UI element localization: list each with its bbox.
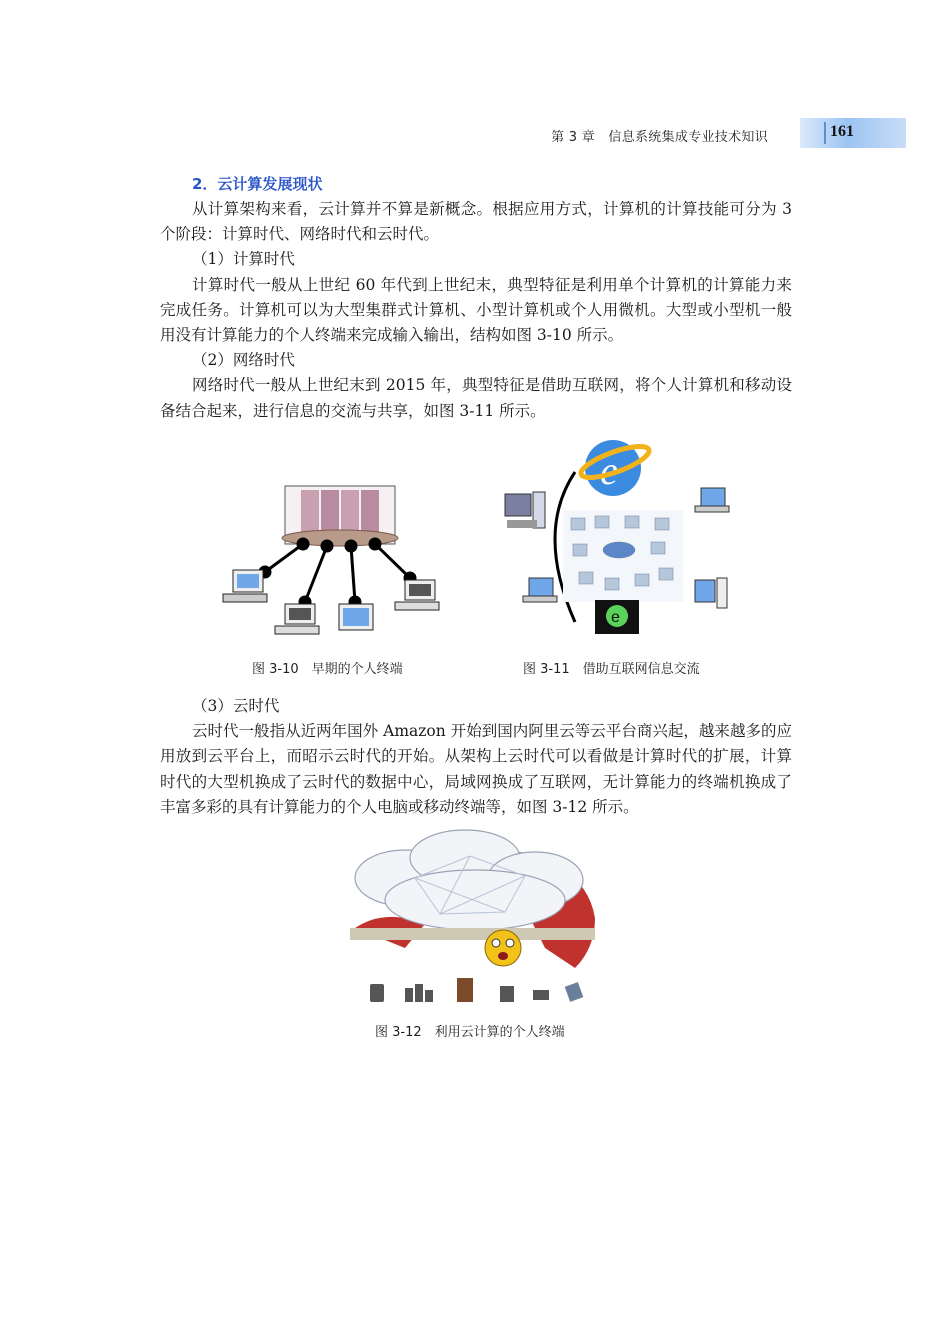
figure-3-10-mainframe-terminals — [215, 482, 455, 642]
smiley-icon — [485, 930, 521, 966]
subsection-title-network-era: （2）网络时代 — [192, 351, 295, 370]
terminal-icon — [275, 604, 319, 634]
svg-text:e: e — [611, 609, 620, 626]
terminal-icon — [223, 570, 267, 602]
page-number-divider — [824, 122, 826, 144]
computer-icon — [505, 492, 545, 528]
terminal-icon — [339, 604, 373, 630]
laptop-icon — [695, 488, 729, 512]
subsection-title-cloud-era: （3）云时代 — [192, 697, 280, 715]
subsection-title-computing-era: （1）计算时代 — [192, 250, 295, 269]
figure-3-11-caption: 图 3-11 借助互联网信息交流 — [523, 662, 700, 677]
network-era-paragraph: 网络时代一般从上世纪末到 2015 年，典型特征是借助互联网，将个人计算机和移动设备结合起来，进行信息的交流与共享，如图 3-11 所示。 — [160, 376, 792, 420]
section-title: 2．云计算发展现状 — [192, 175, 323, 193]
terminal-devices — [370, 978, 583, 1002]
figure-3-10-caption: 图 3-10 早期的个人终端 — [252, 662, 403, 677]
figure-3-12-caption: 图 3-12 利用云计算的个人终端 — [375, 1025, 565, 1040]
intro-paragraph: 从计算架构来看，云计算并不算是新概念。根据应用方式，计算机的计算技能可分为 3 个阶段：计算时代、网络时代和云时代。 — [160, 200, 792, 244]
page-header — [0, 118, 950, 152]
desktop-icon — [695, 578, 727, 608]
body-text-bottom — [160, 694, 792, 820]
figure-3-11-internet-exchange — [495, 432, 735, 642]
laptop-icon — [523, 578, 557, 602]
internet-explorer-icon — [578, 440, 652, 496]
network-diagram — [563, 510, 683, 602]
cloud-era-paragraph: 云时代一般指从近两年国外 Amazon 开始到国内阿里云等云平台商兴起，越来越多的应用放到云平台上，而昭示云时代的开始。从架构上云时代可以看做是计算时代的扩展，计算时代的大型机换成了云时代的数据中心，局域网换成了互联网，无计算能力的终端机换成了丰富多彩的具有计算能力的个人电脑或移动终端等，如图 3-12 所示。 — [160, 722, 792, 816]
chapter-title: 第 3 章 信息系统集成专业技术知识 — [551, 130, 768, 145]
svg-text:e: e — [600, 448, 618, 493]
page-number: 161 — [830, 123, 854, 140]
computing-era-paragraph: 计算时代一般从上世纪 60 年代到上世纪末，典型特征是利用单个计算机的计算能力来完成任务。计算机可以为大型集群式计算机、小型计算机或个人用微机。大型或小型机一般用没有计算能力的个人终端来完成输入输出，结构如图 3-10 所示。 — [160, 275, 792, 344]
body-text-top — [160, 172, 792, 424]
terminal-icon — [395, 580, 439, 610]
browser-monitor-icon — [595, 600, 639, 634]
figure-3-12-cloud-terminals — [345, 828, 600, 1008]
cloud-icon — [355, 830, 583, 930]
